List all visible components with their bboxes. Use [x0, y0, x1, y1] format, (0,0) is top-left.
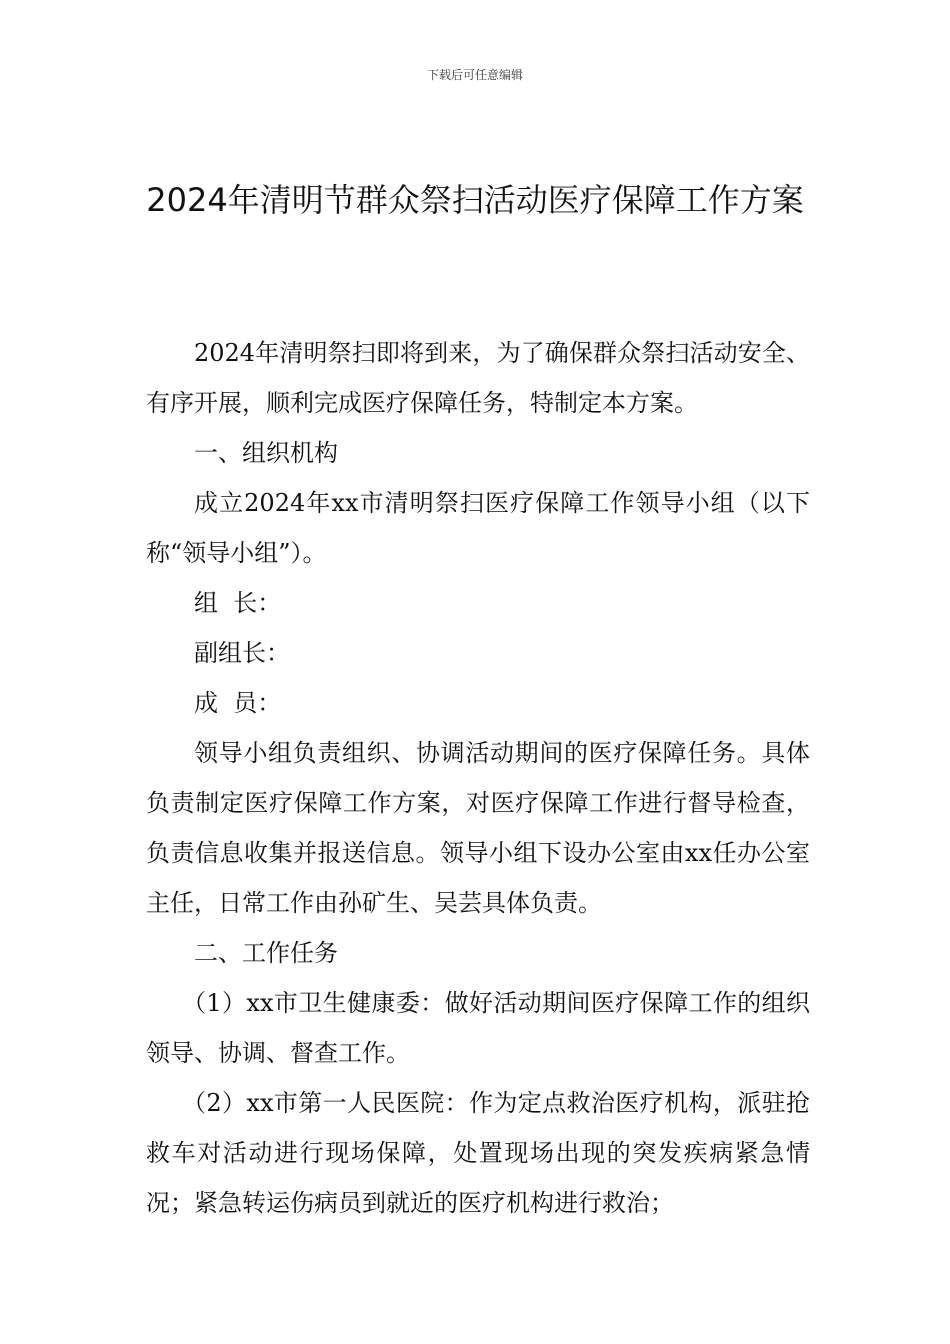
task-item-2: （2）xx市第一人民医院：作为定点救治医疗机构，派驻抢救车对活动进行现场保障，处置现场出现的突发疾病紧急情况；紧急转运伤病员到就近的医疗机构进行救治；	[146, 1089, 810, 1217]
document-body	[146, 328, 810, 1228]
deputy-leader-line: 副组长：	[194, 639, 290, 667]
section-heading-organization: 一、组织机构	[194, 439, 338, 467]
document-title: 2024年清明节群众祭扫活动医疗保障工作方案	[146, 181, 804, 219]
leadership-group-paragraph: 成立2024年xx市清明祭扫医疗保障工作领导小组（以下称“领导小组”）。	[146, 489, 810, 567]
group-leader-line: 组 长：	[194, 589, 282, 617]
task-item-1: （1）xx市卫生健康委：做好活动期间医疗保障工作的组织领导、协调、督查工作。	[146, 989, 810, 1067]
members-line: 成 员：	[194, 689, 282, 717]
responsibilities-paragraph: 领导小组负责组织、协调活动期间的医疗保障任务。具体负责制定医疗保障工作方案，对医疗保障工作进行督导检查，负责信息收集并报送信息。领导小组下设办公室由xx任办公室主任，日常工作由孙矿生、吴芸具体负责。	[146, 739, 810, 917]
intro-paragraph: 2024年清明祭扫即将到来，为了确保群众祭扫活动安全、有序开展，顺利完成医疗保障任务，特制定本方案。	[146, 339, 810, 417]
page-header-note: 下载后可任意编辑	[426, 68, 523, 82]
section-heading-tasks: 二、工作任务	[194, 939, 338, 967]
